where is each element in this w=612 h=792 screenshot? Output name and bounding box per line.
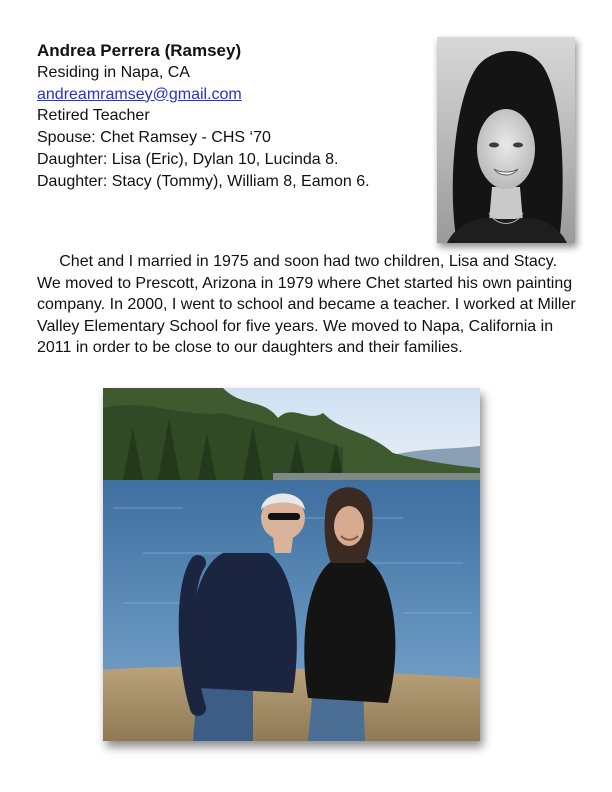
daughter-lisa-text: Daughter: Lisa (Eric), Dylan 10, Lucinda 8. <box>37 150 339 168</box>
yearbook-portrait-photo <box>437 37 575 243</box>
profile-header <box>37 40 370 193</box>
daughter-stacy-text: Daughter: Stacy (Tommy), William 8, Eamon 6. <box>37 172 370 190</box>
occupation-text: Retired Teacher <box>37 107 150 125</box>
couple-lake-photo <box>103 388 480 741</box>
email-link[interactable]: andreamramsey@gmail.com <box>37 85 242 103</box>
residence-text: Residing in Napa, CA <box>37 63 190 81</box>
spouse-text: Spouse: Chet Ramsey - CHS ‘70 <box>37 129 271 147</box>
profile-name: Andrea Perrera (Ramsey) <box>37 41 242 60</box>
bio-text: Chet and I married in 1975 and soon had two children, Lisa and Stacy. We moved to Prescott, Arizona in 1979 where Chet started his own painting company. In 2000, I went to school and became a teacher. I worked at Miller Valley Elementary School for five years. We moved to Napa, California in 2011 in order to be close to our daughters and their families. <box>37 253 576 356</box>
bio-paragraph <box>37 251 582 359</box>
